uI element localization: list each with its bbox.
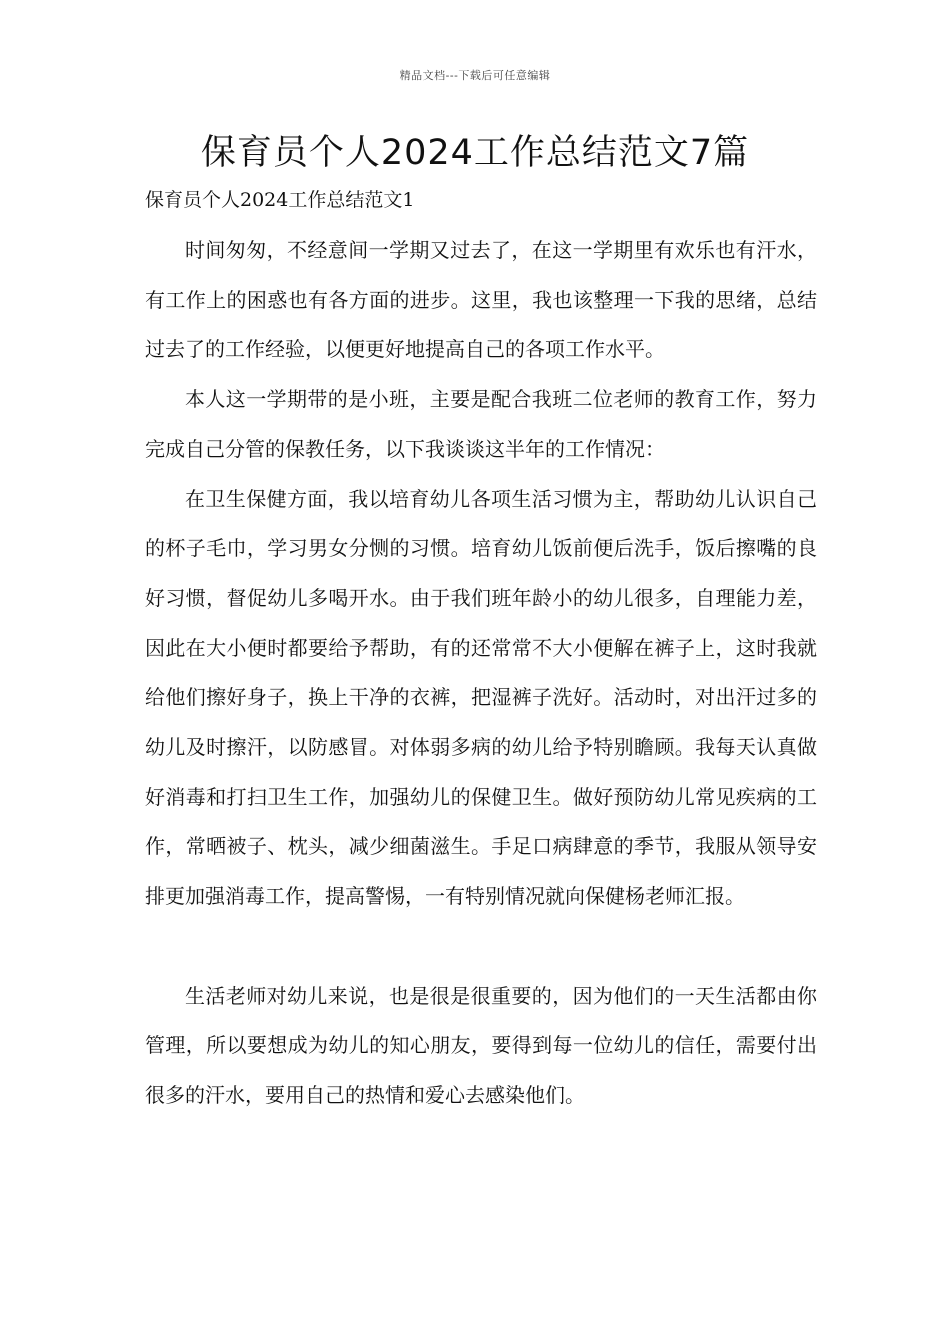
page-header: 精品文档---下载后可任意编辑 <box>399 69 551 82</box>
paragraph: 时间匆匆，不经意间一学期又过去了，在这一学期里有欢乐也有汗水，有工作上的困惑也有各方面的进步。这里，我也该整理一下我的思绪，总结过去了的工作经验，以便更好地提高自己的各项工作水平。 <box>145 238 817 362</box>
paragraph: 本人这一学期带的是小班，主要是配合我班二位老师的教育工作，努力完成自己分管的保教任务，以下我谈谈这半年的工作情况： <box>145 387 817 461</box>
document-title: 保育员个人2024工作总结范文7篇 <box>200 133 750 173</box>
document-body <box>145 226 817 1121</box>
paragraph-spacer <box>145 922 817 972</box>
section-title: 保育员个人2024工作总结范文1 <box>145 189 415 211</box>
paragraph: 生活老师对幼儿来说，也是很是很重要的，因为他们的一天生活都由你管理，所以要想成为幼儿的知心朋友，要得到每一位幼儿的信任，需要付出很多的汗水，要用自己的热情和爱心去感染他们。 <box>145 983 817 1107</box>
paragraph: 在卫生保健方面，我以培育幼儿各项生活习惯为主，帮助幼儿认识自己的杯子毛巾，学习男女分恻的习惯。培育幼儿饭前便后洗手，饭后擦嘴的良好习惯，督促幼儿多喝开水。由于我们班年龄小的幼儿很多，自理能力差，因此在大小便时都要给予帮助，有的还常常不大小便解在裤子上，这时我就给他们擦好身子，换上干净的衣裤，把湿裤子洗好。活动时，对出汗过多的幼儿及时擦汗，以防感冒。对体弱多病的幼儿给予特别瞻顾。我每天认真做好消毒和打扫卫生工作，加强幼儿的保健卫生。做好预防幼儿常见疾病的工作，常晒被子、枕头，减少细菌滋生。手足口病肆意的季节，我服从领导安排更加强消毒工作，提高警惕，一有特别情况就向保健杨老师汇报。 <box>145 486 817 909</box>
